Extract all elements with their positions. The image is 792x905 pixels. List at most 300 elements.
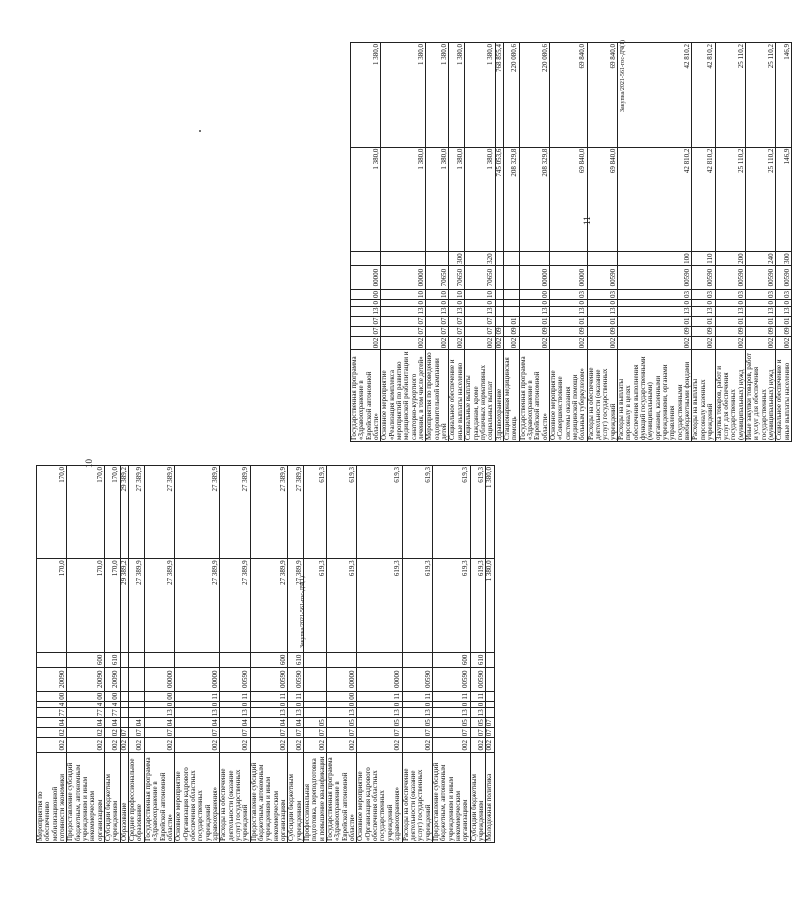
- cell-amount-2023: 1 380,0: [465, 43, 495, 148]
- cell-ministry: 002: [220, 738, 250, 753]
- cell-ministry: 002: [519, 336, 549, 350]
- cell-direction: 00000: [351, 266, 381, 290]
- cell-direction: 00000: [327, 667, 357, 691]
- cell-subprogram: [503, 300, 519, 307]
- table-row: [486, 466, 494, 843]
- cell-event: [503, 290, 519, 300]
- cell-direction: [129, 667, 145, 691]
- cell-event: 10: [426, 290, 449, 300]
- cell-subsection: 04: [220, 718, 250, 728]
- cell-ministry: 002: [745, 336, 775, 350]
- cell-program: 77: [67, 708, 105, 718]
- cell-program: 13: [327, 708, 357, 718]
- row-name: Основное мероприятие «Организация кадрового обеспечения областных государственных учреждений здравоохранения»: [357, 753, 402, 843]
- cell-event: 00: [351, 290, 381, 300]
- cell-section: 07: [288, 728, 304, 738]
- footer-right: Закупка/2021-561-гос-ДЧ(1): [620, 40, 626, 112]
- cell-ministry: 002: [357, 738, 402, 753]
- cell-ministry: 002: [465, 336, 495, 350]
- cell-expense-type: 320: [465, 252, 495, 266]
- cell-direction: [495, 266, 503, 290]
- cell-program: [129, 708, 145, 718]
- cell-subsection: 04: [175, 718, 220, 728]
- cell-subprogram: [120, 701, 128, 708]
- cell-direction: [503, 266, 519, 290]
- cell-direction: 00590: [745, 266, 775, 290]
- cell-subsection: 05: [357, 718, 402, 728]
- cell-event: 11: [402, 691, 432, 701]
- cell-amount-2023: 619,3: [432, 466, 470, 559]
- row-name: Предоставление субсидий бюджетным, автономным учреждениям и иным некоммерческим организациям: [432, 753, 470, 843]
- cell-direction: 00000: [381, 266, 426, 290]
- cell-event: [495, 290, 503, 300]
- cell-program: 13: [549, 306, 587, 316]
- cell-direction: 00590: [776, 266, 792, 290]
- cell-expense-type: 600: [432, 652, 470, 667]
- table-row: [618, 43, 692, 442]
- cell-ministry: 002: [120, 738, 128, 753]
- cell-program: 13: [175, 708, 220, 718]
- cell-subprogram: [495, 300, 503, 307]
- cell-amount-2023: 27 389,9: [250, 466, 288, 559]
- cell-ministry: 002: [486, 738, 494, 753]
- cell-subprogram: 0: [351, 300, 381, 307]
- table-row: [381, 43, 426, 442]
- cell-expense-type: [351, 252, 381, 266]
- cell-direction: 00590: [587, 266, 617, 290]
- row-name: Предоставление субсидий бюджетным, автономным учреждениям и иным некоммерческим организациям: [67, 753, 105, 843]
- cell-section: 07: [470, 728, 486, 738]
- cell-direction: 00590: [220, 667, 250, 691]
- cell-program: [304, 708, 327, 718]
- table-row: [144, 466, 174, 843]
- cell-expense-type: [37, 652, 67, 667]
- row-name: Субсидии бюджетным учреждениям: [470, 753, 486, 843]
- cell-amount-2023: 220 080,6: [503, 43, 519, 148]
- cell-section: 09: [519, 326, 549, 336]
- cell-subprogram: 4: [37, 701, 67, 708]
- cell-amount-2022: 1 380,0: [426, 147, 449, 252]
- cell-subsection: 01: [715, 316, 745, 326]
- cell-program: 13: [519, 306, 549, 316]
- cell-expense-type: [426, 252, 449, 266]
- cell-section: 07: [381, 326, 426, 336]
- cell-program: 13: [432, 708, 470, 718]
- cell-program: 13: [470, 708, 486, 718]
- cell-expense-type: 600: [67, 652, 105, 667]
- cell-amount-2023: 1 380,0: [449, 43, 465, 148]
- row-name: Субсидии бюджетным учреждениям: [288, 753, 304, 843]
- row-name: Государственная программа «Здравоохранение в Еврейской автономной области»: [519, 350, 549, 442]
- row-name: Иные закупки товаров, работ и услуг для обеспечения государственных (муниципальных) нужд: [745, 350, 775, 442]
- cell-direction: 70650: [426, 266, 449, 290]
- cell-ministry: 002: [381, 336, 426, 350]
- cell-ministry: 002: [432, 738, 470, 753]
- cell-amount-2023: 768 855,4: [495, 43, 503, 148]
- cell-subsection: 07: [351, 316, 381, 326]
- cell-section: 07: [485, 729, 494, 737]
- table-row: [37, 466, 67, 843]
- cell-ministry: 002: [129, 738, 145, 753]
- cell-subprogram: 0: [402, 701, 432, 708]
- cell-event: 11: [288, 691, 304, 701]
- cell-ministry: 002: [288, 738, 304, 753]
- cell-subsection: 07: [485, 719, 494, 727]
- cell-expense-type: 300: [449, 252, 465, 266]
- cell-section: 07: [250, 728, 288, 738]
- row-name: Социальное обеспечение и иные выплаты населению: [776, 350, 792, 442]
- page-number-right: 11: [582, 216, 592, 225]
- cell-subsection: 04: [250, 718, 288, 728]
- cell-program: 13: [776, 306, 792, 316]
- cell-amount-2023: 1 380,0: [486, 466, 494, 559]
- table-row: [67, 466, 105, 843]
- cell-subprogram: 0: [288, 701, 304, 708]
- cell-ministry: 002: [503, 336, 519, 350]
- table-row: [327, 466, 357, 843]
- cell-section: 07: [357, 728, 402, 738]
- cell-amount-2022: 25 110,2: [745, 147, 775, 252]
- cell-subprogram: 0: [220, 701, 250, 708]
- cell-expense-type: [495, 252, 503, 266]
- cell-subprogram: 0: [587, 300, 617, 307]
- cell-amount-2022: 27 389,9: [144, 559, 174, 652]
- table-row: [470, 466, 486, 843]
- cell-subsection: 07: [465, 316, 495, 326]
- cell-amount-2023: 27 389,9: [144, 466, 174, 559]
- cell-ministry: 002: [449, 336, 465, 350]
- cell-program: 13: [587, 306, 617, 316]
- cell-amount-2022: 1 380,0: [449, 147, 465, 252]
- footer-left: Закупка/2021-561-гос-ДЧ(1): [300, 576, 306, 648]
- cell-subprogram: 0: [470, 701, 486, 708]
- cell-direction: 00590: [432, 667, 470, 691]
- cell-expense-type: [486, 652, 494, 667]
- cell-event: 10: [381, 290, 426, 300]
- row-name: Здравоохранение: [495, 350, 503, 442]
- cell-amount-2023: 29 389,2: [120, 466, 128, 559]
- cell-amount-2022: 170,0: [67, 559, 105, 652]
- cell-direction: 00590: [288, 667, 304, 691]
- cell-event: 00: [105, 691, 121, 701]
- cell-direction: 00000: [357, 667, 402, 691]
- table-row: [129, 466, 145, 843]
- cell-ministry: 002: [304, 738, 327, 753]
- cell-amount-2022: 42 810,2: [618, 147, 692, 252]
- cell-amount-2023: 170,0: [67, 466, 105, 559]
- cell-program: 13: [745, 306, 775, 316]
- table-row: [587, 43, 617, 442]
- cell-subsection: [495, 316, 503, 326]
- cell-subsection: 01: [519, 316, 549, 326]
- cell-event: 11: [250, 691, 288, 701]
- cell-subsection: 04: [37, 718, 67, 728]
- cell-subprogram: 0: [426, 300, 449, 307]
- cell-section: 07: [402, 728, 432, 738]
- cell-expense-type: [402, 652, 432, 667]
- table-row: [449, 43, 465, 442]
- cell-event: 00: [144, 691, 174, 701]
- cell-subsection: 04: [129, 718, 145, 728]
- cell-event: 11: [357, 691, 402, 701]
- cell-subprogram: 4: [105, 701, 121, 708]
- table-row: [465, 43, 495, 442]
- cell-subprogram: 0: [519, 300, 549, 307]
- cell-subsection: 01: [503, 316, 519, 326]
- cell-event: 11: [175, 691, 220, 701]
- table-row: [745, 43, 775, 442]
- cell-amount-2023: 42 810,2: [692, 43, 715, 148]
- cell-subsection: 05: [470, 718, 486, 728]
- cell-ministry: 002: [549, 336, 587, 350]
- cell-expense-type: 610: [470, 652, 486, 667]
- cell-program: 13: [715, 306, 745, 316]
- cell-amount-2023: 619,3: [357, 466, 402, 559]
- cell-amount-2023: 69 840,0: [549, 43, 587, 148]
- cell-section: 07: [129, 728, 145, 738]
- cell-ministry: 002: [494, 337, 503, 349]
- cell-amount-2022: 170,0: [37, 559, 67, 652]
- cell-program: 13: [449, 306, 465, 316]
- cell-section: 07: [465, 326, 495, 336]
- cell-ministry: 002: [37, 738, 67, 753]
- cell-subsection: 05: [432, 718, 470, 728]
- cell-direction: 00000: [519, 266, 549, 290]
- cell-amount-2023: 25 110,2: [745, 43, 775, 148]
- cell-expense-type: 240: [745, 252, 775, 266]
- cell-amount-2022: 27 389,9: [129, 559, 145, 652]
- cell-subprogram: 0: [381, 300, 426, 307]
- cell-event: 10: [465, 290, 495, 300]
- cell-section: 02: [105, 728, 121, 738]
- cell-expense-type: 300: [776, 252, 792, 266]
- cell-event: 00: [519, 290, 549, 300]
- cell-subprogram: 0: [432, 701, 470, 708]
- cell-section: 07: [426, 326, 449, 336]
- cell-program: [503, 306, 519, 316]
- cell-subprogram: 4: [67, 701, 105, 708]
- cell-subsection: 01: [776, 316, 792, 326]
- cell-event: 00: [327, 691, 357, 701]
- cell-ministry: 002: [426, 336, 449, 350]
- cell-subprogram: 0: [549, 300, 587, 307]
- table-row: [220, 466, 250, 843]
- cell-section: 09: [776, 326, 792, 336]
- cell-program: 13: [288, 708, 304, 718]
- row-name: Молодежная политика: [486, 753, 494, 843]
- row-name: Государственная программа «Здравоохранение в Еврейской автономной области»: [327, 753, 357, 843]
- cell-direction: 20090: [37, 667, 67, 691]
- cell-section: 09: [715, 326, 745, 336]
- cell-subsection: 05: [327, 718, 357, 728]
- cell-expense-type: [144, 652, 174, 667]
- cell-direction: 00590: [715, 266, 745, 290]
- cell-expense-type: 100: [618, 252, 692, 266]
- cell-program: 13: [250, 708, 288, 718]
- cell-direction: 00590: [250, 667, 288, 691]
- cell-subprogram: [304, 701, 327, 708]
- cell-subprogram: 0: [175, 701, 220, 708]
- cell-direction: [120, 667, 128, 691]
- cell-event: 00: [67, 691, 105, 701]
- cell-amount-2023: 619,3: [304, 466, 327, 559]
- cell-direction: 00000: [549, 266, 587, 290]
- cell-subsection: 04: [288, 718, 304, 728]
- cell-amount-2022: 27 389,9: [175, 559, 220, 652]
- cell-subsection: 04: [144, 718, 174, 728]
- cell-subprogram: 0: [692, 300, 715, 307]
- cell-subprogram: 0: [745, 300, 775, 307]
- cell-expense-type: 600: [250, 652, 288, 667]
- cell-program: 13: [402, 708, 432, 718]
- table-row: [175, 466, 220, 843]
- budget-table-right: [350, 42, 792, 442]
- cell-program: 13: [144, 708, 174, 718]
- cell-event: 03: [549, 290, 587, 300]
- cell-event: 11: [470, 691, 486, 701]
- cell-subprogram: [486, 701, 494, 708]
- row-name: Расходы на выплаты персоналу казенных учреждений: [692, 350, 715, 442]
- row-name: Расходы на обеспечение деятельности (оказание услуг) государственных учреждений: [220, 753, 250, 843]
- cell-subsection: 01: [587, 316, 617, 326]
- row-name: Закупка товаров, работ и услуг для обеспечения государственных (муниципальных) нужд: [715, 350, 745, 442]
- cell-subsection: 05: [304, 718, 327, 728]
- cell-expense-type: [519, 252, 549, 266]
- cell-amount-2023: 27 389,9: [175, 466, 220, 559]
- row-name: Основное мероприятие «Совершенствование системы оказания медицинской помощи больным туберкулезом»: [549, 350, 587, 442]
- cell-direction: 20090: [105, 667, 121, 691]
- cell-event: 11: [220, 691, 250, 701]
- cell-direction: 20090: [67, 667, 105, 691]
- cell-section: 09: [494, 327, 503, 335]
- cell-amount-2022: 208 329,8: [519, 147, 549, 252]
- cell-program: [486, 708, 494, 718]
- cell-amount-2023: 27 389,9: [288, 466, 304, 559]
- cell-subsection: 04: [105, 718, 121, 728]
- cell-program: 13: [351, 306, 381, 316]
- cell-amount-2022: 25 110,2: [715, 147, 745, 252]
- cell-program: 13: [465, 306, 495, 316]
- cell-amount-2022: 619,3: [327, 559, 357, 652]
- cell-subprogram: 0: [357, 701, 402, 708]
- row-name: Государственная программа «Здравоохранение в Еврейской автономной области»: [351, 350, 381, 442]
- cell-amount-2023: 619,3: [402, 466, 432, 559]
- cell-ministry: 002: [692, 336, 715, 350]
- cell-amount-2023: 619,3: [470, 466, 486, 559]
- cell-section: 07: [119, 729, 128, 737]
- table-row: [304, 466, 327, 843]
- cell-subprogram: 0: [618, 300, 692, 307]
- cell-direction: 00590: [692, 266, 715, 290]
- row-name: Предоставление субсидий бюджетным, автономным учреждениям и иным некоммерческим организациям: [250, 753, 288, 843]
- cell-program: 13: [692, 306, 715, 316]
- cell-amount-2022: 208 329,8: [503, 147, 519, 252]
- cell-amount-2023: 42 810,2: [618, 43, 692, 148]
- cell-expense-type: [587, 252, 617, 266]
- cell-expense-type: [503, 252, 519, 266]
- page-number-left: 10: [84, 459, 94, 468]
- table-row: [776, 43, 792, 442]
- cell-subsection: 07: [449, 316, 465, 326]
- cell-subsection: 07: [381, 316, 426, 326]
- cell-amount-2023: 619,3: [327, 466, 357, 559]
- row-name: Мероприятия по обеспечению мобилизационной готовности экономики: [37, 753, 67, 843]
- cell-direction: [304, 667, 327, 691]
- cell-subprogram: 0: [250, 701, 288, 708]
- cell-section: 09: [745, 326, 775, 336]
- table-row: [426, 43, 449, 442]
- table-row: [503, 43, 519, 442]
- cell-expense-type: [304, 652, 327, 667]
- cell-amount-2023: 170,0: [105, 466, 121, 559]
- table-row: [357, 466, 402, 843]
- row-name: Расходы на обеспечение деятельности (оказание услуг) государственных учреждений: [402, 753, 432, 843]
- cell-subprogram: 0: [776, 300, 792, 307]
- cell-amount-2023: 25 110,2: [715, 43, 745, 148]
- cell-section: 09: [549, 326, 587, 336]
- cell-expense-type: [120, 652, 128, 667]
- cell-ministry: 002: [67, 738, 105, 753]
- table-row: [402, 466, 432, 843]
- cell-amount-2023: 1 380,0: [351, 43, 381, 148]
- cell-section: 07: [144, 728, 174, 738]
- cell-section: 09: [618, 326, 692, 336]
- cell-amount-2022: 69 840,0: [587, 147, 617, 252]
- row-name: Субсидии бюджетным учреждениям: [105, 753, 121, 843]
- cell-expense-type: [175, 652, 220, 667]
- cell-direction: 00590: [618, 266, 692, 290]
- cell-amount-2023: 170,0: [37, 466, 67, 559]
- cell-event: 03: [692, 290, 715, 300]
- cell-ministry: 002: [776, 336, 792, 350]
- cell-subprogram: 0: [449, 300, 465, 307]
- cell-direction: 00590: [470, 667, 486, 691]
- cell-amount-2023: 146,9: [776, 43, 792, 148]
- cell-subprogram: 0: [465, 300, 495, 307]
- cell-event: 03: [587, 290, 617, 300]
- cell-subprogram: 0: [144, 701, 174, 708]
- cell-direction: 00000: [175, 667, 220, 691]
- cell-amount-2022: 745 053,6: [495, 147, 503, 252]
- cell-expense-type: 200: [715, 252, 745, 266]
- cell-event: 10: [449, 290, 465, 300]
- cell-expense-type: [357, 652, 402, 667]
- cell-amount-2023: 27 389,9: [220, 466, 250, 559]
- row-name: Образование: [120, 753, 128, 843]
- cell-amount-2022: 42 810,2: [692, 147, 715, 252]
- cell-amount-2022: 619,3: [304, 559, 327, 652]
- cell-amount-2022: 27 389,9: [288, 559, 304, 652]
- cell-event: 00: [37, 691, 67, 701]
- cell-ministry: 002: [250, 738, 288, 753]
- cell-section: 07: [449, 326, 465, 336]
- cell-amount-2023: 1 380,0: [426, 43, 449, 148]
- row-name: Социальное обеспечение и иные выплаты населению: [449, 350, 465, 442]
- cell-subprogram: [129, 701, 145, 708]
- cell-program: 13: [381, 306, 426, 316]
- cell-amount-2022: 170,0: [105, 559, 121, 652]
- cell-section: 02: [67, 728, 105, 738]
- cell-expense-type: [129, 652, 145, 667]
- cell-event: 03: [618, 290, 692, 300]
- budget-table-left: [36, 465, 495, 843]
- cell-section: 09: [587, 326, 617, 336]
- cell-program: [495, 306, 503, 316]
- cell-expense-type: 610: [105, 652, 121, 667]
- cell-event: [129, 691, 145, 701]
- table-row: [549, 43, 587, 442]
- table-row: [432, 466, 470, 843]
